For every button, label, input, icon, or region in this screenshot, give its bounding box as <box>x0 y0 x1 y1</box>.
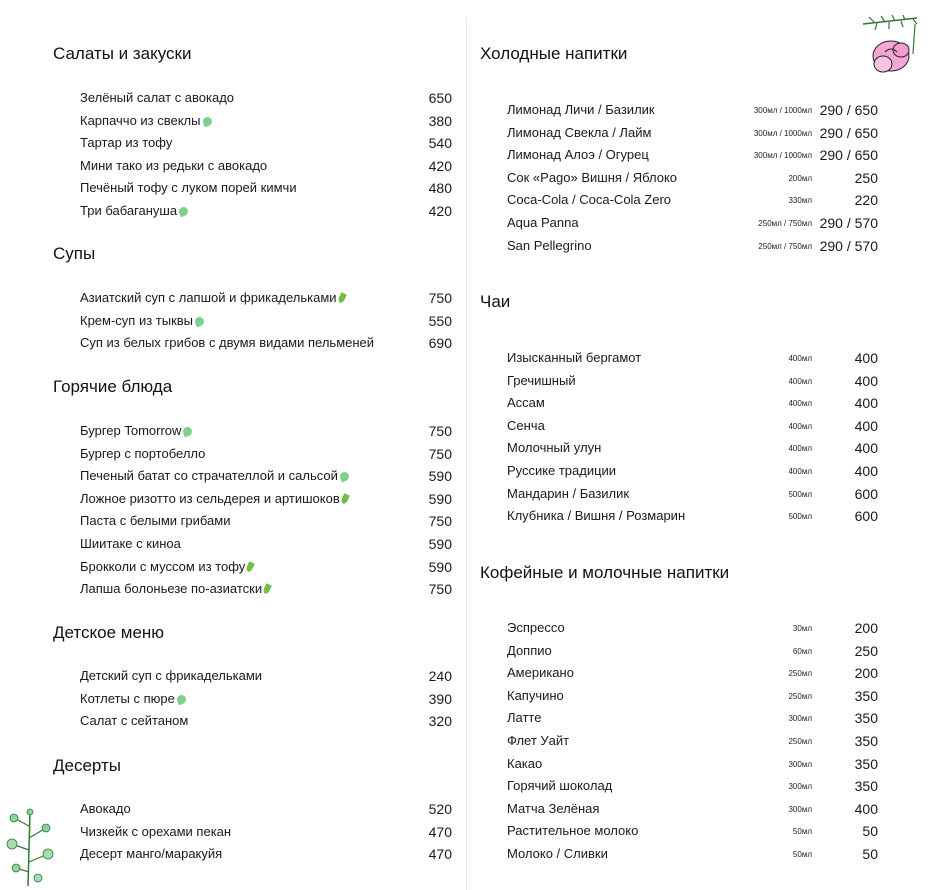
menu-item-price: 420 <box>428 203 452 219</box>
menu-item-volume: 300мл <box>788 804 812 814</box>
menu-item-name-text: Молочный улун <box>507 440 602 456</box>
menu-item-name <box>507 167 677 189</box>
menu-item-name <box>80 665 262 687</box>
menu-item-name-text: Печеный батат со страчателлой и сальсой <box>80 468 338 484</box>
menu-item-volume: 400мл <box>788 444 812 454</box>
menu-item-price: 600 <box>854 508 878 525</box>
menu-item-price: 290 / 570 <box>819 215 878 231</box>
chili-icon <box>337 292 347 304</box>
menu-item-name <box>507 460 616 482</box>
menu-item-volume: 300мл / 1000мл <box>753 106 812 115</box>
chili-icon <box>340 493 350 505</box>
menu-item-name-text: Американо <box>507 665 574 681</box>
menu-item <box>507 212 878 234</box>
menu-item-name <box>507 189 671 211</box>
flower-icon <box>855 14 925 84</box>
menu-item <box>507 775 878 797</box>
menu-item-price: 290 / 650 <box>819 102 878 118</box>
menu-item-name <box>507 144 649 166</box>
menu-item-price: 290 / 650 <box>819 147 878 164</box>
menu-item <box>80 488 452 510</box>
menu-item-price: 650 <box>428 90 452 106</box>
leaf-icon <box>339 471 351 483</box>
chili-icon <box>245 561 255 573</box>
menu-item-name-text: Растительное молоко <box>507 823 639 839</box>
menu-item-name <box>507 730 569 752</box>
menu-item-name-text: Матча Зелёная <box>507 800 600 816</box>
menu-item-price: 470 <box>428 846 452 863</box>
menu-item <box>80 310 452 332</box>
menu-item <box>80 287 452 309</box>
menu-item-name <box>80 420 192 442</box>
menu-item-name <box>507 212 579 234</box>
menu-item-name <box>507 685 564 707</box>
menu-item-name <box>80 443 205 465</box>
menu-item-price: 550 <box>428 312 452 329</box>
menu-item-price: 600 <box>854 485 878 502</box>
menu-item-price: 350 <box>854 687 878 704</box>
menu-item-name-text: Салат с сейтаном <box>80 713 189 729</box>
menu-item-name <box>80 177 297 199</box>
menu-item-price: 200 <box>854 665 878 682</box>
menu-item-volume: 250мл / 750мл <box>758 241 812 251</box>
menu-item <box>80 155 452 177</box>
menu-item-price: 750 <box>428 290 452 306</box>
menu-item-price: 590 <box>428 490 452 507</box>
menu-item-name-text: Авокадо <box>80 801 131 816</box>
menu-item-price: 50 <box>862 823 878 840</box>
menu-item-name-text: Тартар из тофу <box>80 135 173 151</box>
menu-item-price: 400 <box>854 463 878 479</box>
menu-item-name-text: Гречишный <box>507 372 576 388</box>
menu-item-name-text: Азиатский суп с лапшой и фрикадельками <box>80 290 337 305</box>
leaf-icon <box>176 693 188 705</box>
menu-item <box>80 443 452 465</box>
menu-item-price: 470 <box>428 823 452 840</box>
menu-item-volume: 400мл <box>788 399 812 409</box>
menu-item-price: 750 <box>428 581 452 598</box>
menu-item <box>507 144 878 166</box>
menu-item-name-text: Какао <box>507 755 543 771</box>
menu-item-name-text: Котлеты с пюре <box>80 690 175 706</box>
menu-item-name-text: Флет Уайт <box>507 733 570 748</box>
menu-item-name-text: Мандарин / Базилик <box>507 485 630 501</box>
menu-item-name <box>80 578 270 600</box>
section-title: Кофейные и молочные напитки <box>480 563 730 582</box>
menu-item-name <box>80 510 230 532</box>
menu-item <box>80 332 452 354</box>
menu-item <box>507 392 878 414</box>
menu-item-volume: 250мл <box>788 691 812 701</box>
menu-item-name-text: Печёный тофу с луком порей кимчи <box>80 180 297 196</box>
menu-item-name <box>80 332 374 354</box>
menu-item-name <box>80 465 349 487</box>
menu-item-price: 240 <box>428 668 452 684</box>
menu-item <box>507 640 878 662</box>
menu-item-name <box>507 820 638 842</box>
menu-item <box>80 87 452 109</box>
menu-item-volume: 400мл <box>788 354 812 363</box>
menu-item-price: 420 <box>428 157 452 174</box>
menu-item <box>80 843 452 865</box>
menu-item-name-text: Крем-суп из тыквы <box>80 312 194 328</box>
menu-item-price: 400 <box>854 372 878 389</box>
menu-item-name-text: Капучино <box>507 687 564 703</box>
menu-item-price: 290 / 570 <box>819 237 878 254</box>
section-title: Супы <box>53 244 96 263</box>
menu-item-name <box>507 347 641 369</box>
section-title: Десерты <box>53 756 122 775</box>
menu-item <box>507 437 878 459</box>
menu-item-price: 400 <box>854 800 878 817</box>
menu-item <box>507 505 878 527</box>
menu-item-price: 380 <box>428 112 452 129</box>
menu-item-name <box>507 483 629 505</box>
menu-item-name <box>80 688 186 710</box>
menu-item-volume: 500мл <box>788 512 812 522</box>
menu-item-price: 750 <box>428 513 452 530</box>
menu-item-name-text: Лимонад Алоэ / Огурец <box>507 147 649 163</box>
menu-item-name-text: Зелёный салат с авокадо <box>80 90 235 105</box>
menu-item-name <box>80 87 234 109</box>
menu-item <box>507 707 878 729</box>
menu-item-volume: 300мл <box>788 714 812 724</box>
menu-item <box>80 556 452 578</box>
menu-item-name-text: Клубника / Вишня / Розмарин <box>507 508 686 524</box>
menu-item <box>507 820 878 842</box>
section-title: Горячие блюда <box>53 377 173 396</box>
menu-item-price: 220 <box>854 192 878 209</box>
menu-item-name <box>507 370 576 392</box>
leaf-icon <box>194 315 206 327</box>
menu-item-price: 320 <box>428 713 452 730</box>
menu-item-name-text: Десерт манго/маракуйя <box>80 846 223 862</box>
menu-item-price: 200 <box>854 620 878 636</box>
menu-item-name <box>80 556 253 578</box>
menu-item-name <box>80 533 181 555</box>
menu-item <box>507 460 878 482</box>
menu-item-name <box>507 617 565 639</box>
menu-item-price: 400 <box>854 440 878 457</box>
menu-item-name <box>507 775 612 797</box>
menu-item-name <box>507 392 545 414</box>
menu-item <box>80 578 452 600</box>
menu-item-price: 690 <box>428 335 452 352</box>
menu-item-name <box>80 798 131 820</box>
menu-item-name-text: Лапша болоньезе по-азиатски <box>80 581 263 597</box>
menu-item-price: 400 <box>854 395 878 412</box>
menu-item-volume: 400мл <box>788 421 812 431</box>
leaf-icon <box>182 426 194 438</box>
menu-item <box>507 235 878 257</box>
menu-item-name <box>507 415 545 437</box>
menu-item-name <box>507 662 574 684</box>
menu-item-name-text: Шиитаке с киноа <box>80 536 181 551</box>
menu-item <box>507 99 878 121</box>
menu-item-name-text: Ассам <box>507 395 545 411</box>
menu-item-volume: 300мл <box>788 759 812 769</box>
menu-item <box>507 122 878 144</box>
menu-item-name-text: Паста с белыми грибами <box>80 513 231 529</box>
menu-item-name-text: Эспрессо <box>507 620 565 635</box>
menu-item-price: 50 <box>862 846 878 862</box>
menu-item-name-text: Aqua Panna <box>507 215 579 230</box>
menu-item-name <box>80 155 267 177</box>
chili-icon <box>262 583 272 595</box>
menu-item-name <box>507 437 601 459</box>
menu-item-name-text: Три бабагануша <box>80 203 178 218</box>
menu-item-name-text: Мини тако из редьки с авокадо <box>80 157 268 173</box>
menu-item-volume: 300мл / 1000мл <box>753 151 812 161</box>
menu-item-name <box>507 99 655 121</box>
menu-item <box>80 688 452 710</box>
menu-item-price: 520 <box>428 801 452 817</box>
menu-item-price: 590 <box>428 536 452 552</box>
menu-item-volume: 50мл <box>792 827 812 837</box>
menu-item-price: 350 <box>854 778 878 795</box>
column-divider <box>466 18 467 890</box>
menu-item-price: 400 <box>854 350 878 366</box>
menu-item <box>80 510 452 532</box>
menu-item-price: 290 / 650 <box>819 124 878 141</box>
menu-item-name-text: Руссикe традиции <box>507 463 617 478</box>
menu-item-volume: 250мл <box>788 669 812 679</box>
menu-item <box>80 110 452 132</box>
menu-item <box>507 798 878 820</box>
menu-item-name-text: Доппио <box>507 642 552 658</box>
menu-item-name-text: Горячий шоколад <box>507 778 613 794</box>
menu-item-volume: 60мл <box>792 646 812 656</box>
menu-item-volume: 50мл <box>792 850 812 859</box>
menu-item <box>80 420 452 442</box>
section-title: Детское меню <box>53 623 165 642</box>
menu-item-volume: 200мл <box>788 173 812 183</box>
menu-item-name <box>80 110 212 132</box>
menu-item-name-text: Лимонад Личи / Базилик <box>507 102 655 117</box>
menu-item <box>80 132 452 154</box>
section-title: Холодные напитки <box>480 44 628 63</box>
menu-item-name <box>80 310 204 332</box>
menu-item-price: 540 <box>428 135 452 152</box>
menu-item-price: 350 <box>854 733 878 749</box>
menu-item-name <box>507 640 552 662</box>
menu-item-name <box>80 132 172 154</box>
menu-item <box>80 665 452 687</box>
menu-item <box>507 730 878 752</box>
menu-item-volume: 250мл / 750мл <box>758 219 812 228</box>
menu-item-name <box>507 707 541 729</box>
menu-item-name <box>507 798 599 820</box>
menu-item <box>80 200 452 222</box>
leaf-icon <box>201 115 213 127</box>
menu-item-name-text: Суп из белых грибов с двумя видами пельменей <box>80 335 375 351</box>
menu-item-name-text: Бургер с портобелло <box>80 445 206 461</box>
menu-item-name <box>80 710 188 732</box>
menu-item-volume: 330мл <box>788 196 812 206</box>
menu-item-name-text: San Pellegrino <box>507 237 592 253</box>
menu-item-price: 250 <box>854 169 878 186</box>
menu-item-volume: 500мл <box>788 489 812 499</box>
menu-item-name-text: Брокколи с муссом из тофу <box>80 558 246 574</box>
menu-item <box>80 177 452 199</box>
menu-item-price: 250 <box>854 642 878 659</box>
menu-item-name <box>80 287 345 309</box>
menu-item-name <box>507 235 592 257</box>
menu-item-price: 350 <box>854 710 878 727</box>
leaf-icon <box>178 206 190 218</box>
menu-item-price: 590 <box>428 558 452 575</box>
plant-icon <box>4 806 56 886</box>
menu-item <box>507 483 878 505</box>
menu-item-name-text: Бургер Tomorrow <box>80 423 182 438</box>
menu-item-name-text: Сенча <box>507 417 545 433</box>
menu-item-price: 750 <box>428 423 452 439</box>
menu-item-name <box>80 821 231 843</box>
menu-item-volume: 400мл <box>788 467 812 476</box>
menu-item <box>80 798 452 820</box>
menu-item <box>507 370 878 392</box>
menu-item-name-text: Карпаччо из свеклы <box>80 112 201 128</box>
menu-item <box>507 753 878 775</box>
section-title: Чаи <box>480 292 511 311</box>
menu-item-name-text: Детский суп с фрикадельками <box>80 668 263 683</box>
menu-item-name <box>507 843 608 865</box>
menu-item-volume: 300мл <box>788 782 812 792</box>
menu-item-price: 390 <box>428 690 452 707</box>
menu-item-volume: 30мл <box>792 624 812 633</box>
menu-item-name <box>80 843 222 865</box>
menu-item-name-text: Молоко / Сливки <box>507 846 608 861</box>
menu-item-name <box>507 505 685 527</box>
menu-item <box>80 465 452 487</box>
menu-item-name <box>80 200 188 222</box>
menu-item <box>507 347 878 369</box>
section-title: Салаты и закуски <box>53 44 192 63</box>
menu-item-price: 750 <box>428 445 452 462</box>
menu-item <box>80 821 452 843</box>
menu-item-name-text: Латте <box>507 710 542 726</box>
menu-item-price: 480 <box>428 180 452 197</box>
menu-item-name <box>80 488 348 510</box>
menu-item-price: 590 <box>428 468 452 485</box>
menu-item <box>80 710 452 732</box>
menu-item <box>507 617 878 639</box>
menu-item <box>507 189 878 211</box>
menu-item-name <box>507 753 542 775</box>
menu-item-name-text: Изысканный бергамот <box>507 350 642 365</box>
menu-item <box>507 662 878 684</box>
menu-item-name-text: Лимонад Свекла / Лайм <box>507 124 652 140</box>
menu-item <box>507 685 878 707</box>
menu-item-volume: 300мл / 1000мл <box>753 128 812 138</box>
menu-item <box>80 533 452 555</box>
menu-item-name-text: Coca-Cola / Coca-Cola Zero <box>507 192 672 208</box>
menu-item <box>507 843 878 865</box>
menu-item-name-text: Ложное ризотто из сельдерея и артишоков <box>80 490 340 506</box>
menu-item-price: 400 <box>854 417 878 434</box>
menu-item-name-text: Сок «Pago» Вишня / Яблоко <box>507 169 678 185</box>
menu-item <box>507 167 878 189</box>
menu-item-volume: 250мл <box>788 737 812 746</box>
menu-item <box>507 415 878 437</box>
menu-item-name-text: Чизкейк с орехами пекан <box>80 823 232 839</box>
menu-item-name <box>507 122 651 144</box>
menu-item-volume: 400мл <box>788 376 812 386</box>
menu-item-price: 350 <box>854 755 878 772</box>
